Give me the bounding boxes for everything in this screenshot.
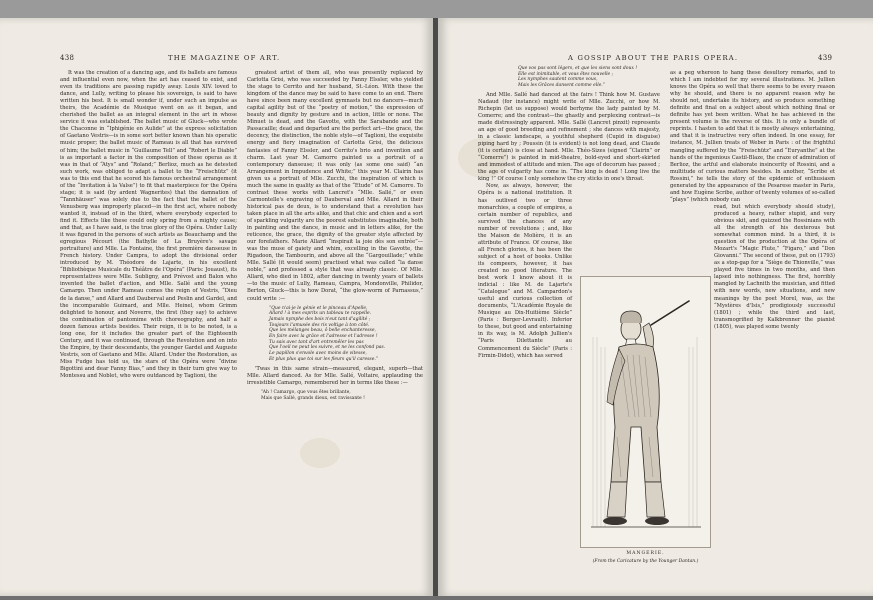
voltaire-quote xyxy=(247,390,423,402)
caricature-illustration xyxy=(580,276,711,548)
verse-line: Mais les Grâces dansent comme elle.” xyxy=(518,83,606,89)
verse-line: Toujours l'amusée des ris voltige à ton côté. xyxy=(269,322,370,328)
right-page-number: 439 xyxy=(818,54,833,62)
verse-line: Tu sais avec tant d'art entremêler les pas xyxy=(269,339,364,345)
right-page xyxy=(438,18,873,596)
figure-caption-credit: (From the Caricature by the Younger Dantan.) xyxy=(592,559,699,564)
verse-line: Que vos pas sont légers, et que les siens sont doux ! xyxy=(518,66,638,71)
right-col2-paragraph: as a peg whereon to hang these desultory remarks, and to which I am indebted for my several illustrations. M. Jullien knows the Opéra so well that there seems to be every reason why he should, and there is no apparent reason why he should not, undertake its history, and so produce something definite and final on a subject about which nothing final or definite has yet been written. What he has achieved in the present volume is the reverse of this. It is only a bundle of reprints. I hasten to add that it is mostly always entertaining, and that it is instructive very often indeed. In one essay, for instance, M. Jullien treats of Weber in Paris : of the frightful mangling suffered by the “Freischütz” and “Euryanthe” at the hands of the ingenious Castil-Blaze, the craze of admiration of Berlioz, the artful and elaborate insincerity of Rossini, and a multitude of curious matters besides. In another, “Scribe et Rossini,” he tells the story of the epidemic of enthusiasm generated by the appearance of the Pesarese master in Paris, and how Eugène Scribe, author of twenty volumes of so-called “plays” (which nobody can xyxy=(670,70,835,203)
left-running-head: THE MAGAZINE OF ART. xyxy=(168,54,281,62)
verse-line: “Que n'ai-je le génie et le pinceau d'Apelle, xyxy=(269,305,368,311)
figure-caption-title: MANGERIE. xyxy=(626,551,665,556)
verse-line: Allard ! à mes esprits un tableau te rappelle. xyxy=(269,311,372,317)
left-col1-paragraph: It was the creation of a dancing age, and its ballets are famous and influential even now, when the art has ceased to exist, and even its traditions are passing rapidly away. Louis XIV. loved to dance, and Lully, writing to please his sovereign, is said to have written his best. It is small wonder if, under such an impulse as theirs, the Académie de Musique went on as it began, and cherished the ballet as an integral element in the art in whose service it was established. The ballet music of Gluck—who wrote the Chaconne in “Iphigénie en Aulide” at the express solicitation of Gaetano Vestris—is in some sort better known than his operatic music proper; the ballet music of Rameau is all that has survived of him; the ballet music in “Guillaume Tell” and “Robert le Diable” is as important a factor in the composition of these operas as it was in that of “Atys” and “Roland;” Berlioz, much as he detested such work, was obliged to adapt a ballet to the “Freischütz” (it was to this end that he scored his famous orchestral arrangement of the “Invitation à la Valse”) to fit that masterpiece for the Opéra stage; it is said (by ardent Wagnerites) that the damnation of “Tannhäuser” was solely due to the fact that the ballet of the Venusberg was improperly placed—in the first act, where nobody wanted it, instead of in the third, where everybody expected to find it. Effects like these could only spring from a mighty cause; and that, as I have said, is the true glory of the Opéra. Under Lully it was figured in the persons of such artists as Beauchamp and the egregious Pécourt (the Bathylle of La Bruyère's savage portraiture) and Mlle. La Fontaine, the first première danseuse in French history. Under Campra, to adopt the divisional order introduced by M. Théodore de Lajarte, in his excellent “Bibliothèque Musicale du Théâtre de l'Opéra” (Paris: Jouaust), its representatives were Mlle. Subligny, and Prévost and Balon who invented the ballet d'action, and Mlle. Sallé and the young Camargo. Then under Rameau comes the reign of Vestris, “Dieu de la danse,” and Allard and Dauberval and Peslin and Gardel, and the incomparable Guimard, and Mlle. Heinel, whom Grimm delighted to honour, and Noverre, the first (they say) to achieve the combination of pantomime with choreography, and half a dozen famous artists besides. Their reign, it is to be noted, is a long one, for it includes the greater part of the Eighteenth Century, and it was continued, through the Revolution and on into the Empire, by their descendants, the younger Gardel and Auguste Vestris, son of Gaetano and Mlle. Allard. Under the Restoration, as Miss Fudge has told us, the stars of the Opéra were “divine Bigottini and dear Fanny Bias,” and they in their turn give way to Montessu and Noblet, who were outdanced by Taglioni, the xyxy=(60,70,237,380)
left-page xyxy=(0,18,433,596)
left-column-2 xyxy=(247,70,423,401)
right-col1-paragraph-2: Now, as always, however, the Opéra is a national institution. It has outlived two or three monarchies, a couple of empires, a certain number of republics, and survived the chances of any number of revolutions ; and, like the Maison de Molière, it is an attribute of France. Of course, like all French glories, it has been the subject of a host of books. Unlike its compeers, however, it has created no good literature. The best work I know about it is indicial : like M. de Lajarte's “Catalogue” and M. Campardon's useful and curious collection of documents, “L'Académie Royale de Musique au Dix-Huitième Siècle” (Paris : Berger-Levrault). Inferior to these, but good and entertaining in its way, is M. Adolph Jullien's “Paris Dilettante au Commencement du Siècle” (Paris : Firmin-Didot), which has served xyxy=(478,183,572,359)
verse-line: Elle est inimitable, et vous êtes nouvelle ; xyxy=(518,71,614,77)
left-col2-paragraph: greatest artist of them all, who was presently replaced by Carlotta Grisi, who was succeeded by Fanny Elssler, who yielded the stage to Cerrito and her husband, St.-Léon. With these the kingdom of the dance may be said to have come to an end. There have since been many excellent gymnasts but no dancers—much capital agility but of the “poetry of motion,” the expression of beauty and dignity by gesture and in action, little or none. The Minuet is dead, and the Gavotte, with the Sarabande and the Passacaille; dead and departed are the perfect art—the grace, the decency, the distinction, the noble style—of Taglioni, the exquisite energy and fiery imagination of Carlotta Grisi, the delicious fantasies of Fanny Elssler, and Cerrito's brio and invention and charm. Last year M. Camorre painted us a portrait of a contemporary danseuse; it was only (as some one said) “an Arrangement in Impudence and White;” this year M. Clairin has given us a portrait of Mlle. Zucchi, the inspiration of which is much the same in quality as that of the “Etude” of M. Camorre. To contrast these works with Lancret's “Mlle. Sallé,” or even Carmontelle's engraving of Dauberval and Mlle. Allard in their historical pas de deux, is to understand that a revolution has taken place in all the arts alike, and that chic and chien and a sort of sparkling vulgarity are the poorest substitutes imaginable, both in painting and the dance, in music and in letters alike, for the reticence, the grace, the dignity of the greater style affected by our forefathers. Marie Allard “inspirait la joie dès son entrée”—was the muse of gaiety and whim, excelling in the Gavotte, the Rigadoon, the Tambourin, and above all the “Gargouillade;” while Mlle. Sallé (it would seem) practised what was called “la danse noble,” and professed a style that was already classic. Of Mlle. Allard, who died in 1802, after dancing in twenty years of ballets—to the music of Lully, Rameau, Campra, Mondonville, Philidor, Berton, Gluck—this is how Dorat, “the glow-worm of Parnassus,” could write :— xyxy=(247,70,423,302)
left-column-1 xyxy=(60,70,237,380)
verse-line: Jamais nymphe des bois n'eut tant d'agilité ; xyxy=(269,316,371,322)
right-col1-paragraph: And Mlle. Sallé had danced at the fairs ! Think how M. Gustave Nadaud (for instance) might write of Mlle. Zucchi, or how M. Richepin (let us suppose) would berhyme the lady painted by M. Comerre; and the contrast—the ghastly and perplexing contrast—is made distressingly apparent. Mlle. Sallé (Lancret pinxit) represents an age of good breeding and refinement ; she dances with majesty, in a classic landscape, a youthful shepherd (Cupid in disguise) piping hard by ; Poussin (it is evident) is not long dead, and Claude (it is certain) is close at hand. Mlle. Théo-Sizes (signed “Clairin” or “Comerre”) is painted in mid-theatre, bold-eyed and short-skirted and immodest of attitude and mien. The age of decorum has passed ; the age of vulgarity has come in. “The king is dead ! Long live the king !” Of course I only somehow the cry sticks in one's throat. xyxy=(478,91,661,183)
verse-line: Que l'oeil ne peut les suivre, et ne les confond pas. xyxy=(269,345,386,351)
quote-line: Mais que Sallé, grands dieux, est ravissante ! xyxy=(261,395,365,401)
dorat-verse xyxy=(269,306,423,363)
voltaire-verse xyxy=(518,66,660,89)
caricature-drawing xyxy=(581,277,710,547)
right-running-head: A GOSSIP ABOUT THE PARIS OPERA. xyxy=(568,54,739,62)
verse-line: Les nymphes sautent comme vous, xyxy=(518,77,598,83)
scan-top-strip xyxy=(0,0,873,18)
left-col2-paragraph-2: 'Twas in this same strain—measured, elegant, superb—that Mlle. Allard danced. As for Mlle. Sallé, Voltaire, applauding the irresistible Camargo, remembered her in terms like these :— xyxy=(247,365,423,386)
quote-line: “Ah ! Camargo, que vous êtes brillante, xyxy=(261,389,351,395)
verse-line: Et plus plus que toi sur les fleurs qu'il caresse.” xyxy=(269,356,379,362)
verse-line: Que les mélanges beau, ô belle enchanteresse, xyxy=(269,328,376,334)
left-page-number: 438 xyxy=(60,54,75,62)
right-col2-narrow-paragraph: read, but which everybody should study), produced a heavy, rather stupid, and very obvious skit, and quizzed the Rossinians with all the strength of his dexterous but somewhat common mind. In a third, it is question of the production at the Opéra of Mozart's “Magic Flute,” “Figaro,” and “Don Giovanni.” The second of these, put on (1793) as a stop-gap for a “Siège de Thionville,” was played five times in two months, and then lapsed into nothingness. The first, horribly mangled by Lachnith the musician, and fitted with new words, new situations, and new meanings by the poet Morel, was, as the “Mystères d'Isis,” prodigiously successful (1801) ; while the third and last, transmogrified by Kalkbrenner the pianist (1805), was played some twenty xyxy=(714,203,835,330)
verse-line: En faire avec la grâce et l'adresse et l'adresse ! xyxy=(269,334,378,340)
verse-line: Le papillon s'envole avec moins de vitesse, xyxy=(269,351,367,357)
